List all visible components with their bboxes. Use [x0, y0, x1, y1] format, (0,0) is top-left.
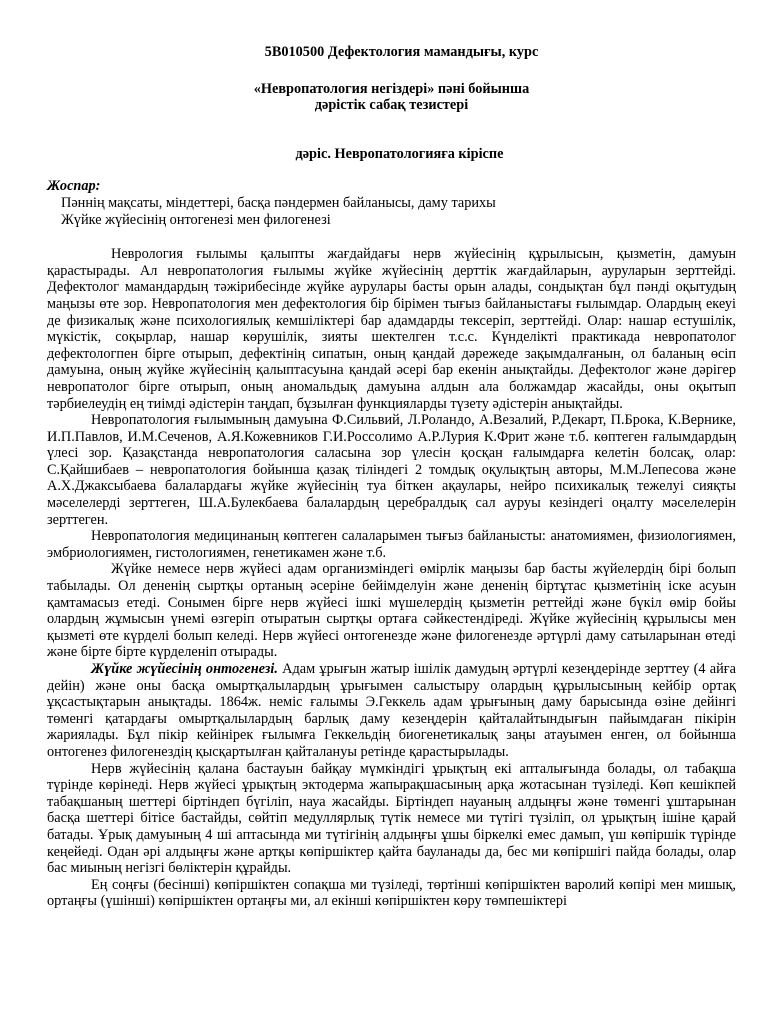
- plan-item: Жүйке жүйесінің онтогенезі мен филогенезі: [61, 211, 331, 228]
- plan-title: Жоспар:: [47, 178, 101, 195]
- course-title: «Невропатология негіздері» пәні бойынша: [253, 80, 530, 97]
- ontogenesis-heading: Жүйке жүйесінің онтогенезі.: [91, 661, 278, 677]
- paragraph-brain-vesicles: Ең соңғы (бесінші) көпіршіктен сопақша ми түзіледі, төртінші көпіршіктен варолий көпірі мен мишық, ортаңғы (үшінші) көпіршіктен ортаңғы ми, ал екінші көпіршіктен көру төмпешіктері: [47, 876, 736, 910]
- plan-section: [47, 178, 736, 228]
- plan-item: Пәннің мақсаты, міндеттері, басқа пәндермен байланысы, даму тарихы: [61, 194, 496, 211]
- lecture-title: дәріс. Невропатологияға кіріспе: [295, 145, 504, 162]
- course-subtitle: дәрістік сабақ тезистері: [314, 97, 469, 114]
- paragraph-neural-tube: Нерв жүйесінің қалана бастауын байқау мүмкіндігі ұрықтың екі апталығында болады, ол табақша түрінде көрінеді. Нерв жүйесі ұрықтың эктодерма жапырақшасының арқа жотасынан түзіледі. Көп кешікпей табақшаның шеттері біртіндеп бүгіліп, науа жасайды. Біртіндеп науаның алдыңғы және төменгі ұштарынан басқа шеттері бітісе бастайды, сөйтіп медуллярлық түтік немесе ми түтігі түзіліп, ол ұрықтың ішіне қарай батады. Ұрық дамуының 4 ші аптасында ми түтігінің алдыңғы ұшы біркелкі емес дамып, үш көпіршік түрінде кеңейеді. Одан әрі алдыңғы және артқы көпіршіктер қайта бауланады да, бес ми көпіршігі пайда болады, олар бас миының негізгі бөліктерін құрайды.: [47, 760, 736, 877]
- paragraph-neurology-intro: Неврология ғылымы қалыпты жағдайдағы нерв жүйесінің құрылысын, қызметін, дамуын қарастырады. Ал невропатология ғылымы жүйке жүйесінің дерттік жағдайларын, ауруларын зерттейді. Дефектолог мамандардың тәжірибесінде жүйке аурулары басты орын алады, сондықтан бұл пәнді оқытудың маңызы өте зор. Невропатология мен дефектология бір бірімен тығыз байланыстағы ғылымдар. Олардың екеуі де физикалық және психологиялық кемшіліктері бар адамдарды тексеріп, зерттейді. Олар: нашар естушілік, мүкістік, соқырлар, нашар көрушілік, зияты шектелген т.с.с. Күнделікті практикада невропатолог дефектологпен бірге отырып, дефектінің сипатын, оның қандай дәрежеде зақымдалғанын, ол баланың өсіп дамуына, оның жүйке жүйесінің қалыптасуына қандай әсері бар екенін анықтайды. Дефектолог және дәрігер невропатолог бірге отырып, оның аномальдық дамуына алдын ала болжамдар жасайды, оны оқытып тәрбиелеудің ең тиімді әдістерін таңдап, бұзылған функцияларды түзету әдістерін анықтайды.: [47, 246, 736, 412]
- specialty-header: 5В010500 Дефектология мамандығы, курс: [264, 44, 539, 60]
- paragraph-nervous-system: Жүйке немесе нерв жүйесі адам организміндегі өмірлік маңызы бар басты жүйелердің бірі болып табылады. Ол дененің сыртқы ортаның әсеріне бейімделуін және дененің біртұтас қызметінің іске асуын қамтамасыз етеді. Сонымен бірге нерв жүйесі ішкі мүшелердің қызметін реттейді және бүкіл өмір бойы олардың жұмысын үнемі өзгеріп отыратын сыртқы ортаға сәйкестендіреді. Жүйке жүйесінің құрылысы мен қызметі өте күрделі болып келеді. Нерв жүйесі онтогенезде және филогенезде әртүрлі даму сатыларынан өтеді және бірте бірте күрделеніп отырады.: [47, 561, 736, 661]
- paragraph-related-sciences: Невропатология медицинаның көптеген салаларымен тығыз байланысты: анатомиямен, физиологиямен, эмбриологиямен, гистологиямен, генетикамен және т.б.: [47, 528, 736, 561]
- paragraph-history: Невропатология ғылымының дамуына Ф.Сильвий, Л.Роландо, А.Везалий, Р.Декарт, П.Брока, К.Вернике, И.П.Павлов, И.М.Сеченов, А.Я.Кожевников Г.И.Россолимо А.Р.Лурия К.Фрит және т.б. көптеген ғалымдардың үлесі зор. Қазақстанда невропатология саласына зор үлесін қосқан ғалымдарға келетін болсақ, олар: С.Қайшибаев – невропатология бойынша қазақ тіліндегі 2 томдық оқулықтың авторы, М.М.Лепесова және А.Х.Джаксыбаева балалардағы жүйке жүйесінің туа біткен ақаулары, нейро психикалық тежелуі сияқты мәселелерді зерттеген, Ш.А.Булекбаева балалардың церебралдық сал ауруы кезіндегі оңалту мәселелерін зерттеген.: [47, 412, 736, 528]
- ontogenesis-text: Адам ұрығын жатыр ішілік дамудың әртүрлі кезеңдерінде зерттеу (4 айға дейін) және оны басқа омыртқалылардың ұрығымен салыстыру олардың құрылысының кейбір ортақ ұқсастықтарын анықтады. 1864ж. неміс ғалымы Э.Геккель адам ұрығының даму барысында өзіне дейінгі төменгі қатардағы омыртқалылардың барлық даму кезеңдерін қайталайтындығын пайымдаған пікірін жариялады. Бұл пікір кейінірек ғылымға Геккельдің биогенетикалық заңы атауымен енген, ол бойынша онтогенез филогенездің қысқартылған қайталануы ретінде қарастырылады.: [47, 661, 736, 760]
- paragraph-ontogenesis: [47, 661, 736, 761]
